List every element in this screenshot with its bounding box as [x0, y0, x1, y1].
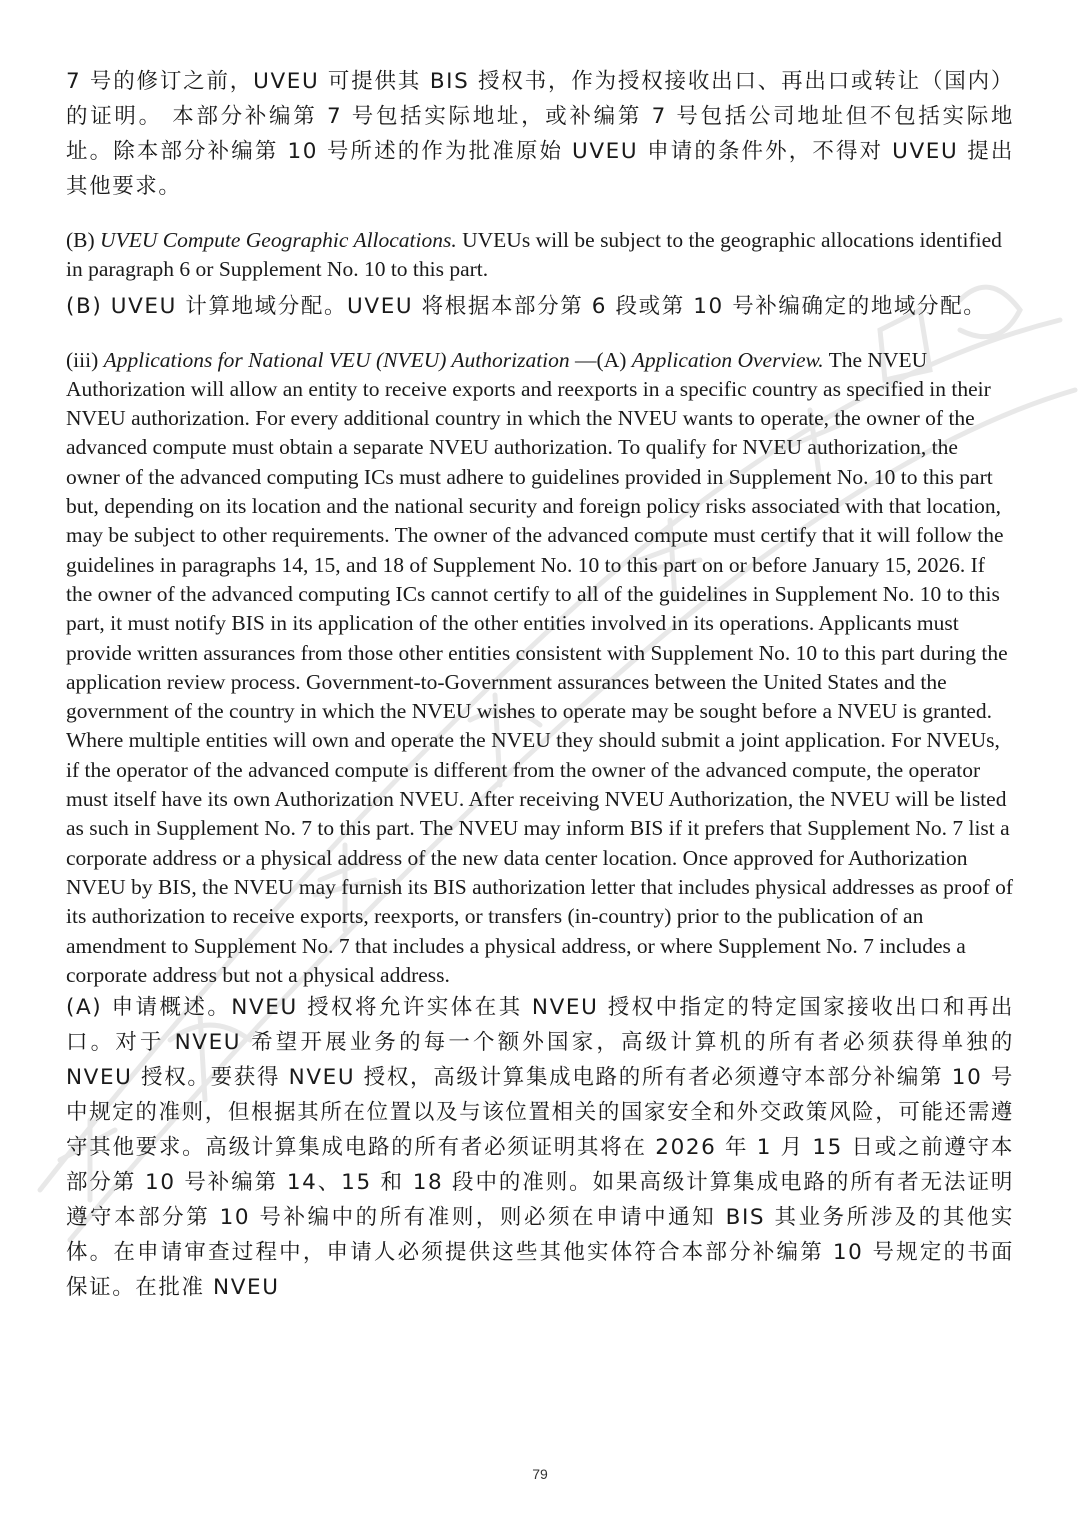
paragraph-b-en: [66, 226, 1014, 285]
paragraph-iii-heading: Applications for National VEU (NVEU) Authorization: [103, 347, 570, 372]
page-content: [66, 64, 1014, 1305]
paragraph-b-prefix: (B): [66, 228, 101, 252]
paragraph-iii-prefix: (iii): [66, 347, 104, 372]
page-number: 79: [532, 1466, 548, 1482]
paragraph-a-cn: (A) 申请概述。NVEU 授权将允许实体在其 NVEU 授权中指定的特定国家接收出口和再出口。对于 NVEU 希望开展业务的每一个额外国家，高级计算机的所有者必须获得单独的 NVEU 授权。要获得 NVEU 授权，高级计算集成电路的所有者必须遵守本部分补编第 10 号中规定的准则，但根据其所在位置以及与该位置相关的国家安全和外交政策风险，可能还需遵守其他要求。高级计算集成电路的所有者必须证明其将在 2026 年 1 月 15 日或之前遵守本部分第 10 号补编第 14、15 和 18 段中的准则。如果高级计算集成电路的所有者无法证明遵守本部分第 10 号补编中的所有准则，则必须在申请中通知 BIS 其业务所涉及的其他实体。在申请审查过程中，申请人必须提供这些其他实体符合本部分补编第 10 号规定的书面保证。在批准 NVEU: [66, 995, 1014, 1301]
paragraph-iii-body: The NVEU Authorization will allow an entity to receive exports and reexports in a specific country as specified in their NVEU authorization. For every additional country in which the NVEU wants to operate, the owner of the advanced compute must obtain a separate NVEU authorization. To qualify for NVEU authorization, the owner of the advanced computing ICs must adhere to guidelines provided in Supplement No. 10 to this part but, depending on its location and the national security and foreign policy risks associated with that location, may be subject to other requirements. The owner of the advanced compute must certify that it will follow the guidelines in paragraphs 14, 15, and 18 of Supplement No. 10 to this part on or before January 15, 2026. If the owner of the advanced computing ICs cannot certify to all of the guidelines in Supplement No. 10 to this part, it must notify BIS in its application of the other entities involved in its operations. Applicants must provide written assurances from those other entities consistent with Supplement No. 10 to this part during the application review process. Government-to-Government assurances between the United States and the government of the country in which the NVEU wishes to operate may be sought before a NVEU is granted. Where multiple entities will own and operate the NVEU they should submit a joint application. For NVEUs, if the operator of the advanced compute is different from the owner of the advanced compute, the operator must itself have its own Authorization NVEU. After receiving NVEU Authorization, the NVEU will be listed as such in Supplement No. 7 to this part. The NVEU may inform BIS if it prefers that Supplement No. 7 list a corporate address or a physical address of the new data center location. Once approved for Authorization NVEU by BIS, the NVEU may furnish its BIS authorization letter that includes physical addresses as proof of its authorization to receive exports, reexports, or transfers (in-country) prior to the publication of an amendment to Supplement No. 7 that includes a physical address, or where Supplement No. 7 includes a corporate address but not a physical address.: [66, 347, 1014, 987]
paragraph-uveu-cn: 7 号的修订之前，UVEU 可提供其 BIS 授权书，作为授权接收出口、再出口或转让（国内）的证明。 本部分补编第 7 号包括实际地址，或补编第 7 号包括公司地址但不包括实际地址。除本部分补编第 10 号所述的作为批准原始 UVEU 申请的条件外，不得对 UVEU 提出其他要求。: [66, 69, 1014, 199]
paragraph-iii-dash: —(A): [569, 347, 632, 372]
paragraph-iii-subheading: Application Overview.: [631, 347, 824, 372]
paragraph-b-cn: (B) UVEU 计算地域分配。UVEU 将根据本部分第 6 段或第 10 号补编确定的地域分配。: [66, 293, 987, 319]
paragraph-b-heading: UVEU Compute Geographic Allocations.: [100, 228, 457, 252]
paragraph-iii-en: [66, 346, 1014, 991]
paragraph-b-body: UVEUs will be subject to the geographic allocations identified in paragraph 6 or Supplement No. 10 to this part.: [66, 228, 1002, 282]
